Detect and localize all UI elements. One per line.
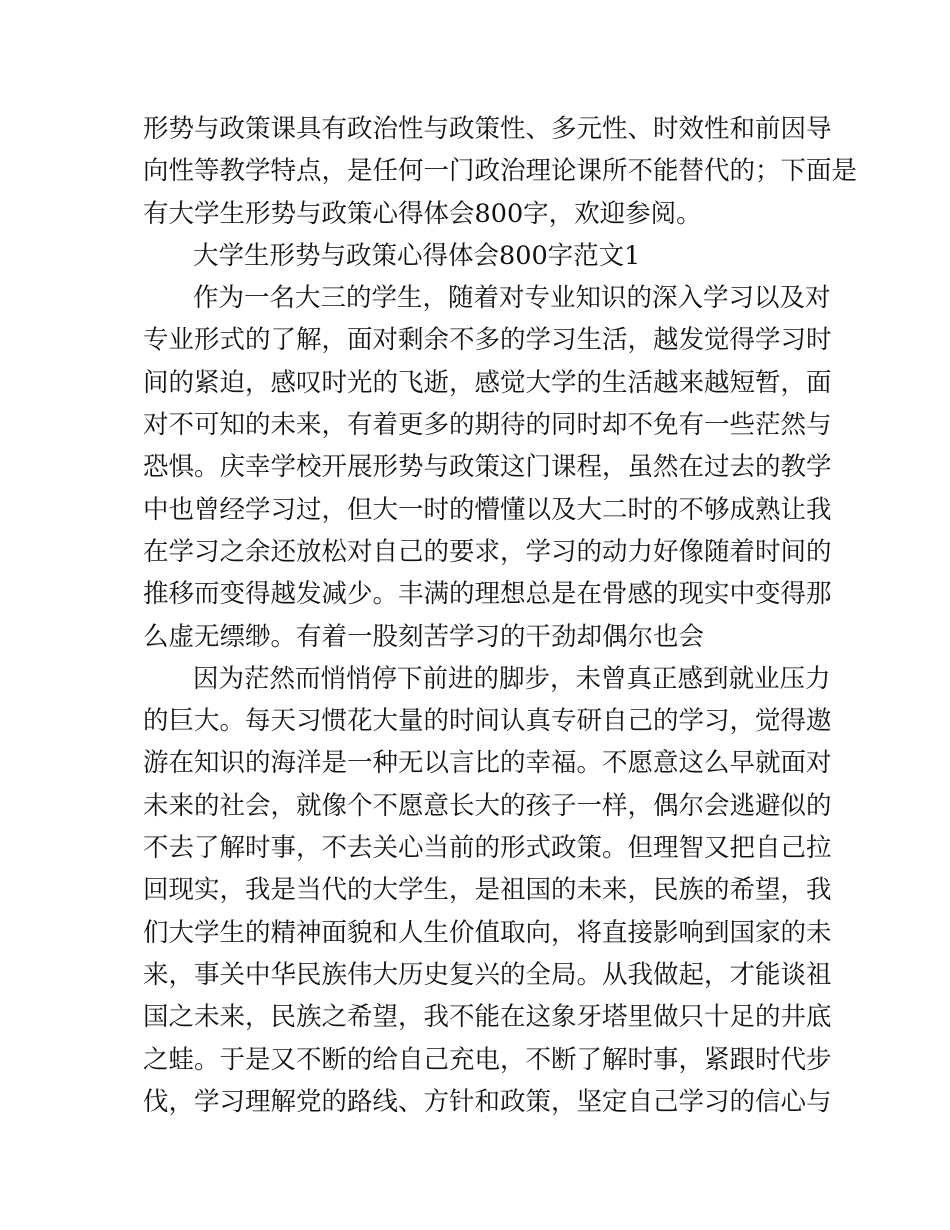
text-line: 的巨大。每天习惯花大量的时间认真专研自己的学习，觉得遨: [143, 706, 832, 737]
text-line: 在学习之余还放松对自己的要求，学习的动力好像随着时间的: [143, 536, 832, 567]
text-line: 形势与政策课具有政治性与政策性、多元性、时效性和前因导: [143, 114, 832, 144]
text-line: 作为一名大三的学生，随着对专业知识的深入学习以及对: [193, 283, 831, 314]
body-paragraph-2: [143, 658, 832, 1123]
text-line: 恐惧。庆幸学校开展形势与政策这门课程，虽然在过去的教学: [143, 452, 832, 483]
section-title: [143, 235, 823, 277]
text-line: 推移而变得越发减少。丰满的理想总是在骨感的现实中变得那: [143, 579, 832, 610]
body-paragraph-1: [143, 277, 832, 658]
text-line: 有大学生形势与政策心得体会800字，欢迎参阅。: [143, 198, 702, 229]
text-line: 未来的社会，就像个不愿意长大的孩子一样，偶尔会逃避似的: [143, 790, 832, 821]
text-line: 向性等教学特点，是任何一门政治理论课所不能替代的；下面是: [143, 156, 858, 187]
text-line: 之蛙。于是又不断的给自己充电，不断了解时事，紧跟时代步: [143, 1044, 832, 1075]
text-line: 专业形式的了解，面对剩余不多的学习生活，越发觉得学习时: [143, 325, 832, 356]
text-line: 回现实，我是当代的大学生，是祖国的未来，民族的希望，我: [143, 875, 832, 906]
text-line: 伐，学习理解党的路线、方针和政策，坚定自己学习的信心与: [143, 1086, 832, 1117]
text-line: 间的紧迫，感叹时光的飞逝，感觉大学的生活越来越短暂，面: [143, 367, 832, 398]
text-line: 游在知识的海洋是一种无以言比的幸福。不愿意这么早就面对: [143, 748, 832, 779]
document-body: [143, 108, 858, 1123]
text-line: 对不可知的未来，有着更多的期待的同时却不免有一些茫然与: [143, 410, 832, 441]
text-line: 么虚无缥缈。有着一股刻苦学习的干劲却偶尔也会: [143, 621, 705, 652]
text-line: 因为茫然而悄悄停下前进的脚步，未曾真正感到就业压力: [193, 663, 831, 694]
section-title-text: 大学生形势与政策心得体会800字范文1: [193, 240, 641, 271]
text-line: 不去了解时事，不去关心当前的形式政策。但理智又把自己拉: [143, 833, 832, 864]
text-line: 中也曾经学习过，但大一时的懵懂以及大二时的不够成熟让我: [143, 494, 832, 525]
text-line: 国之未来，民族之希望，我不能在这象牙塔里做只十足的井底: [143, 1002, 832, 1033]
text-line: 来，事关中华民族伟大历史复兴的全局。从我做起，才能谈祖: [143, 959, 832, 990]
text-line: 们大学生的精神面貌和人生价值取向，将直接影响到国家的未: [143, 917, 832, 948]
intro-paragraph: [143, 108, 858, 235]
